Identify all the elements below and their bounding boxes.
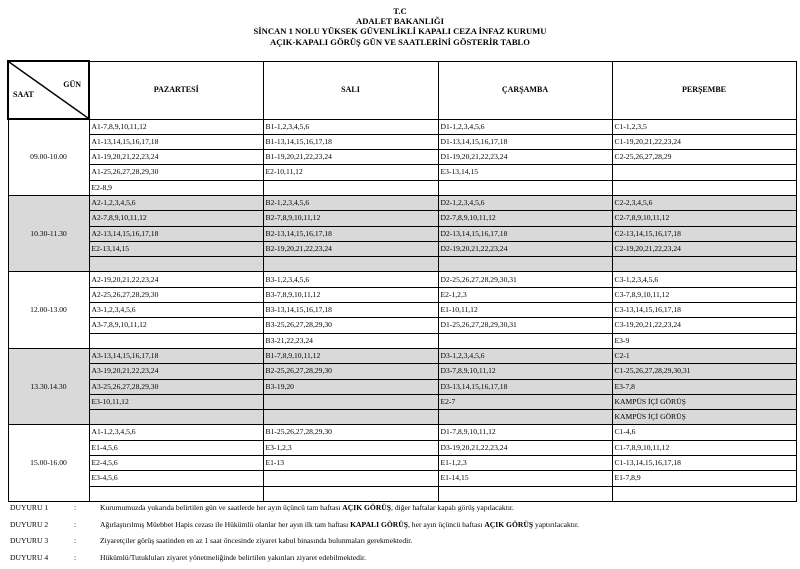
- announcement-1: [10, 500, 790, 517]
- schedule-cell: [612, 165, 796, 180]
- schedule-cell: E2-8,9: [89, 180, 263, 195]
- table-row: [8, 165, 796, 180]
- table-row: [8, 425, 796, 440]
- schedule-cell: A2-13,14,15,16,17,18: [89, 226, 263, 241]
- schedule-cell: B1-7,8,9,10,11,12: [263, 348, 438, 363]
- schedule-cell: B1-19,20,21,22,23,24: [263, 150, 438, 165]
- schedule-cell: B3-13,14,15,16,17,18: [263, 303, 438, 318]
- schedule-cell: E2-7: [438, 394, 612, 409]
- table-row: [8, 195, 796, 210]
- announcement-colon: :: [74, 552, 77, 562]
- announcement-label: DUYURU 2: [10, 519, 49, 529]
- table-row: [8, 410, 796, 425]
- announcements: [10, 500, 790, 566]
- table-row: [8, 119, 796, 134]
- schedule-cell: [263, 180, 438, 195]
- announcement-text: , diğer haftalar kapalı görüş yapılacaktır.: [391, 503, 514, 512]
- announcement-text: Ağırlaştırılmış Müebbet Hapis cezası ile Hükümlü olanlar her ayın ilk tam haftası: [100, 519, 351, 529]
- announcement-text: Ziyaretçiler görüş saatinden en az 1 saat öncesinde ziyaret kabul binasında bulunmaları gerekmektedir.: [100, 536, 413, 546]
- schedule-cell: E1-7,8,9: [612, 471, 796, 486]
- schedule-cell: [89, 257, 263, 272]
- announcement-label: DUYURU 4: [10, 552, 49, 562]
- schedule-cell: C1-25,26,27,28,29,30,31: [612, 364, 796, 379]
- schedule-cell: E3-10,11,12: [89, 394, 263, 409]
- schedule-cell: E3-9: [612, 333, 796, 348]
- schedule-cell: A2-1,2,3,4,5,6: [89, 195, 263, 210]
- schedule-cell: C1-4,6: [612, 425, 796, 440]
- schedule-cell: [263, 410, 438, 425]
- table-row: [8, 180, 796, 195]
- schedule-cell: A2-25,26,27,28,29,30: [89, 287, 263, 302]
- schedule-cell: [612, 257, 796, 272]
- announcement-colon: :: [74, 519, 77, 529]
- schedule-cell: A3-7,8,9,10,11,12: [89, 318, 263, 333]
- table-row: [8, 272, 796, 287]
- announcement-text: , her ayın üçüncü haftası: [407, 519, 485, 529]
- schedule-cell: C2-2,3,4,5,6: [612, 195, 796, 210]
- time-slot-cell: 13.30.14.30: [8, 348, 89, 424]
- announcement-emphasis: KAPALI GÖRÜŞ: [350, 519, 408, 529]
- day-header-thursday: PERŞEMBE: [612, 61, 796, 119]
- schedule-cell: A3-25,26,27,28,29,30: [89, 379, 263, 394]
- table-row: [8, 348, 796, 363]
- schedule-cell: E3-4,5,6: [89, 471, 263, 486]
- schedule-cell: A3-1,2,3,4,5,6: [89, 303, 263, 318]
- time-slot-cell: 09.00-10.00: [8, 119, 89, 195]
- schedule-cell: D2-25,26,27,28,29,30,31: [438, 272, 612, 287]
- schedule-cell: E2-4,5,6: [89, 456, 263, 471]
- announcement-4: [10, 550, 790, 567]
- schedule-cell: [263, 394, 438, 409]
- table-row: [8, 471, 796, 486]
- table-row: [8, 456, 796, 471]
- schedule-cell: A2-19,20,21,22,23,24: [89, 272, 263, 287]
- schedule-cell: [438, 180, 612, 195]
- table-row: [8, 394, 796, 409]
- table-row: [8, 440, 796, 455]
- schedule-cell: D2-7,8,9,10,11,12: [438, 211, 612, 226]
- schedule-cell: [89, 333, 263, 348]
- schedule-cell: C2-25,26,27,28,29: [612, 150, 796, 165]
- header-line-3: SİNCAN 1 NOLU YÜKSEK GÜVENLİKLİ KAPALI CEZA İNFAZ KURUMU: [253, 26, 547, 37]
- schedule-cell: C1-19,20,21,22,23,24: [612, 134, 796, 149]
- schedule-cell: C2-1: [612, 348, 796, 363]
- schedule-cell: E3-7,8: [612, 379, 796, 394]
- announcement-text: yaptırılacaktır.: [533, 519, 580, 529]
- corner-header-cell: [8, 61, 89, 119]
- announcement-3: [10, 533, 790, 550]
- schedule-cell: B3-21,22,23,24: [263, 333, 438, 348]
- schedule-cell: D2-19,20,21,22,23,24: [438, 241, 612, 256]
- corner-day-label: GÜN: [63, 80, 81, 89]
- table-row: [8, 257, 796, 272]
- schedule-cell: [263, 257, 438, 272]
- schedule-cell: B1-25,26,27,28,29,30: [263, 425, 438, 440]
- schedule-cell: A2-7,8,9,10,11,12: [89, 211, 263, 226]
- announcement-emphasis: AÇIK GÖRÜŞ: [342, 503, 392, 512]
- schedule-cell: E1-14,15: [438, 471, 612, 486]
- schedule-cell: D3-1,2,3,4,5,6: [438, 348, 612, 363]
- schedule-cell: C1-13,14,15,16,17,18: [612, 456, 796, 471]
- day-header-wednesday: ÇARŞAMBA: [438, 61, 612, 119]
- announcement-colon: :: [74, 503, 77, 512]
- schedule-cell: C1-7,8,9,10,11,12: [612, 440, 796, 455]
- day-header-tuesday: SALI: [263, 61, 438, 119]
- table-row: [8, 318, 796, 333]
- schedule-cell: D1-1,2,3,4,5,6: [438, 119, 612, 134]
- table-row: [8, 241, 796, 256]
- schedule-cell: B3-7,8,9,10,11,12: [263, 287, 438, 302]
- schedule-cell: KAMPÜS İÇİ GÖRÜŞ: [612, 394, 796, 409]
- schedule-cell: E2-1,2,3: [438, 287, 612, 302]
- announcement-text: Kurumumuzda yukarıda belirtilen gün ve saatlerde her ayın üçüncü tam haftası: [100, 503, 343, 512]
- schedule-cell: D1-25,26,27,28,29,30,31: [438, 318, 612, 333]
- table-row: [8, 379, 796, 394]
- header-line-4: AÇIK-KAPALI GÖRÜŞ GÜN VE SAATLERİNİ GÖSTERİR TABLO: [270, 36, 530, 47]
- announcement-emphasis: AÇIK GÖRÜŞ: [484, 519, 534, 529]
- time-slot-cell: 12.00-13.00: [8, 272, 89, 348]
- schedule-cell: D3-19,20,21,22,23,24: [438, 440, 612, 455]
- schedule-cell: E3-13,14,15: [438, 165, 612, 180]
- schedule-cell: [438, 333, 612, 348]
- schedule-cell: C3-7,8,9,10,11,12: [612, 287, 796, 302]
- schedule-cell: D3-13,14,15,16,17,18: [438, 379, 612, 394]
- corner-hour-label: SAAT: [13, 89, 34, 99]
- schedule-cell: E2-13,14,15: [89, 241, 263, 256]
- table-header-row: [8, 61, 796, 119]
- schedule-cell: A1-25,26,27,28,29,30: [89, 165, 263, 180]
- schedule-cell: C1-1,2,3,5: [612, 119, 796, 134]
- header-line-2: ADALET BAKANLIĞI: [356, 16, 444, 27]
- day-header-monday: PAZARTESİ: [89, 61, 263, 119]
- schedule-cell: A1-7,8,9,10,11,12: [89, 119, 263, 134]
- schedule-cell: C2-19,20,21,22,23,24: [612, 241, 796, 256]
- header-line-1: T.C: [393, 6, 407, 16]
- schedule-cell: E1-4,5,6: [89, 440, 263, 455]
- announcement-label: DUYURU 3: [10, 536, 49, 546]
- schedule-cell: D1-13,14,15,16,17,18: [438, 134, 612, 149]
- time-slot-cell: 15.00-16.00: [8, 425, 89, 501]
- schedule-cell: D2-13,14,15,16,17,18: [438, 226, 612, 241]
- table-row: [8, 226, 796, 241]
- schedule-cell: [263, 471, 438, 486]
- schedule-cell: E1-13: [263, 456, 438, 471]
- schedule-cell: B3-25,26,27,28,29,30: [263, 318, 438, 333]
- schedule-cell: B3-1,2,3,4,5,6: [263, 272, 438, 287]
- schedule-cell: B1-13,14,15,16,17,18: [263, 134, 438, 149]
- schedule-cell: C3-19,20,21,22,23,24: [612, 318, 796, 333]
- schedule-cell: A3-13,14,15,16,17,18: [89, 348, 263, 363]
- schedule-cell: A1-1,2,3,4,5,6: [89, 425, 263, 440]
- schedule-cell: [438, 257, 612, 272]
- schedule-cell: KAMPÜS İÇİ GÖRÜŞ: [612, 410, 796, 425]
- schedule-cell: A1-13,14,15,16,17,18: [89, 134, 263, 149]
- schedule-cell: A3-19,20,21,22,23,24: [89, 364, 263, 379]
- schedule-cell: B2-19,20,21,22,23,24: [263, 241, 438, 256]
- schedule-cell: B2-25,26,27,28,29,30: [263, 364, 438, 379]
- schedule-cell: C2-13,14,15,16,17,18: [612, 226, 796, 241]
- schedule-cell: C3-13,14,15,16,17,18: [612, 303, 796, 318]
- schedule-cell: B2-13,14,15,16,17,18: [263, 226, 438, 241]
- schedule-cell: [438, 410, 612, 425]
- schedule-cell: A1-19,20,21,22,23,24: [89, 150, 263, 165]
- announcement-colon: :: [74, 536, 77, 546]
- announcement-label: DUYURU 1: [10, 503, 49, 512]
- schedule-cell: D1-7,8,9,10,11,12: [438, 425, 612, 440]
- schedule-cell: C2-7,8,9,10,11,12: [612, 211, 796, 226]
- schedule-cell: E1-10,11,12: [438, 303, 612, 318]
- table-row: [8, 150, 796, 165]
- table-row: [8, 303, 796, 318]
- schedule-body: [8, 119, 796, 501]
- table-row: [8, 134, 796, 149]
- schedule-cell: E3-1,2,3: [263, 440, 438, 455]
- schedule-cell: [89, 410, 263, 425]
- time-slot-cell: 10.30-11.30: [8, 195, 89, 271]
- schedule-cell: E1-1,2,3: [438, 456, 612, 471]
- schedule-cell: D1-19,20,21,22,23,24: [438, 150, 612, 165]
- schedule-cell: B3-19,20: [263, 379, 438, 394]
- table-row: [8, 333, 796, 348]
- schedule-cell: B1-1,2,3,4,5,6: [263, 119, 438, 134]
- table-row: [8, 364, 796, 379]
- schedule-cell: D2-1,2,3,4,5,6: [438, 195, 612, 210]
- schedule-cell: B2-7,8,9,10,11,12: [263, 211, 438, 226]
- schedule-cell: D3-7,8,9,10,11,12: [438, 364, 612, 379]
- table-row: [8, 211, 796, 226]
- schedule-cell: [612, 180, 796, 195]
- announcement-text: Hükümlü/Tutukluları ziyaret yönetmeliğinde belirtilen yakınları ziyaret edebilmektedir.: [100, 552, 367, 562]
- visit-schedule-table: [7, 60, 797, 502]
- schedule-cell: C3-1,2,3,4,5,6: [612, 272, 796, 287]
- schedule-cell: B2-1,2,3,4,5,6: [263, 195, 438, 210]
- document-header: [0, 6, 800, 47]
- announcement-2: [10, 517, 790, 534]
- table-row: [8, 287, 796, 302]
- schedule-cell: E2-10,11,12: [263, 165, 438, 180]
